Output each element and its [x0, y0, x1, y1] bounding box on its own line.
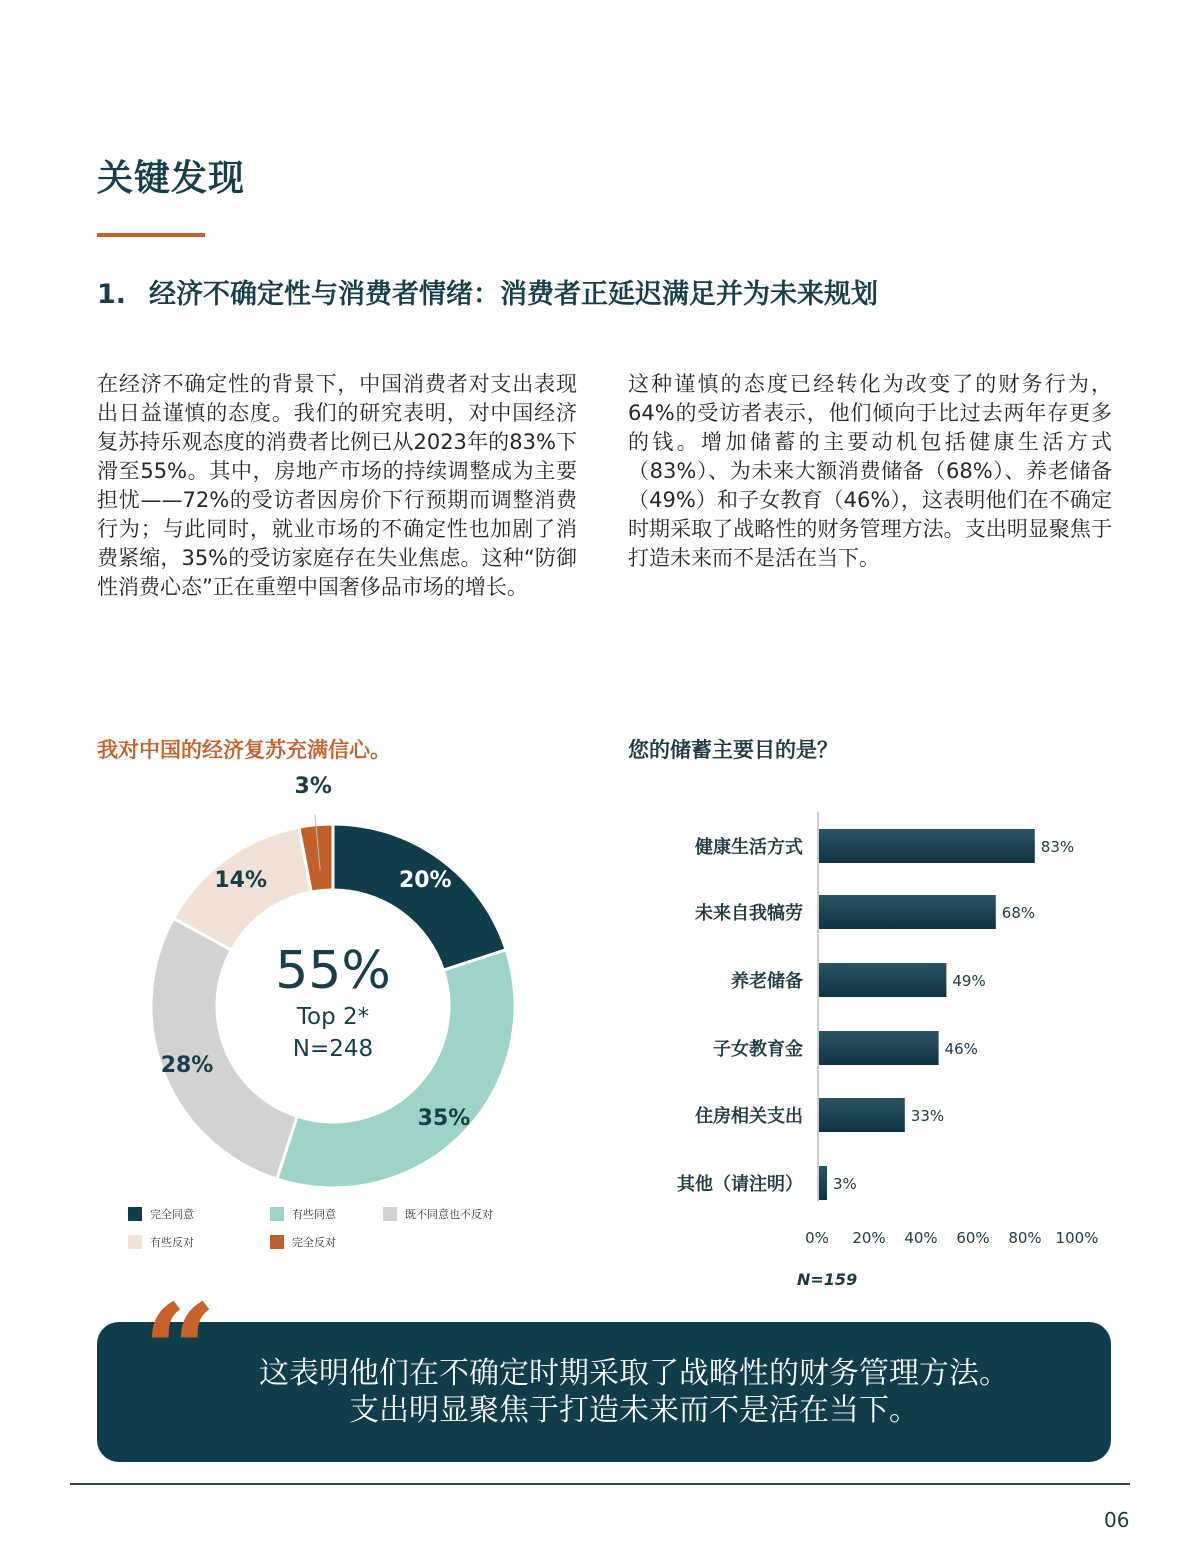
- bar: [819, 1166, 827, 1200]
- page-title: 关键发现: [97, 158, 246, 199]
- quote-mark-icon: “: [143, 1277, 217, 1427]
- bar: [819, 895, 996, 929]
- legend-label: 有些反对: [150, 1236, 194, 1249]
- bar: [819, 963, 946, 997]
- paragraph-left: 在经济不确定性的背景下，中国消费者对支出表现出日益谨慎的态度。我们的研究表明，对中国经济复苏持乐观态度的消费者比例已从2023年的83%下滑至55%。其中，房地产市场的持续调整成为主要担忧——72%的受访者因房价下行预期而调整消费行为；与此同时，就业市场的不确定性也加剧了消费紧缩，35%的受访家庭存在失业焦虑。这种“防御性消费心态”正在重塑中国奢侈品市场的增长。: [97, 372, 577, 599]
- bar-value-label: 46%: [944, 1040, 978, 1058]
- x-tick-label: 20%: [852, 1229, 886, 1247]
- donut-center-subtitle: Top 2*: [296, 1004, 370, 1030]
- bar-value-label: 49%: [952, 972, 986, 990]
- paragraph-right: 这种谨慎的态度已经转化为改变了的财务行为，64%的受访者表示，他们倾向于比过去两年存更多的钱。增加储蓄的主要动机包括健康生活方式（83%）、为未来大额消费储备（68%）、养老储备（49%）和子女教育（46%），这表明他们在不确定时期采取了战略性的财务管理方法。支出明显聚焦于打造未来而不是活在当下。: [628, 372, 1112, 570]
- x-tick-label: 80%: [1008, 1229, 1042, 1247]
- donut-slice-label: 14%: [214, 867, 268, 893]
- donut-chart-title: 我对中国的经济复苏充满信心。: [97, 738, 391, 762]
- bar-category-label: 住房相关支出: [695, 1106, 803, 1127]
- donut-slice-label: 20%: [398, 867, 452, 893]
- bar-category-label: 健康生活方式: [695, 837, 803, 858]
- bar-category-label: 子女教育金: [713, 1039, 803, 1060]
- donut-chart: [0, 0, 600, 1300]
- bar: [819, 829, 1035, 863]
- bar-category-label: 未来自我犒劳: [695, 903, 803, 924]
- legend-label: 完全反对: [292, 1236, 336, 1249]
- quote-callout: [97, 1322, 1111, 1462]
- bar-category-label: 养老储备: [731, 971, 803, 992]
- bar-category-label: 其他（请注明）: [677, 1174, 803, 1195]
- bar: [819, 1031, 939, 1065]
- bar: [819, 1098, 905, 1132]
- quote-line-1: 这表明他们在不确定时期采取了战略性的财务管理方法。: [259, 1356, 1009, 1391]
- section-title: 经济不确定性与消费者情绪：消费者正延迟满足并为未来规划: [149, 279, 878, 310]
- x-tick-label: 100%: [1055, 1229, 1099, 1247]
- legend-label: 完全同意: [150, 1208, 194, 1221]
- bar-chart-title: 您的储蓄主要目的是？: [628, 738, 838, 762]
- legend-label: 既不同意也不反对: [405, 1208, 493, 1221]
- page-number: 06: [1104, 1508, 1130, 1532]
- donut-slice-label: 3%: [294, 773, 332, 799]
- bar-chart: [600, 790, 1160, 1260]
- donut-center-value: 55%: [275, 941, 391, 1001]
- donut-slice-label: 28%: [160, 1052, 214, 1078]
- x-tick-label: 0%: [805, 1229, 829, 1247]
- bar-value-label: 83%: [1040, 838, 1075, 856]
- bar-chart-sample-size: N=159: [797, 1270, 858, 1289]
- donut-slice-label: 35%: [417, 1106, 471, 1132]
- quote-line-2: 支出明显聚焦于打造未来而不是活在当下。: [349, 1393, 919, 1428]
- bar-value-label: 68%: [1001, 904, 1036, 922]
- legend-label: 有些同意: [292, 1208, 336, 1221]
- x-tick-label: 60%: [956, 1229, 990, 1247]
- footer-rule: [70, 1483, 1130, 1485]
- donut-center-sample-size: N=248: [292, 1036, 374, 1062]
- bar-value-label: 33%: [910, 1107, 945, 1125]
- bar-value-label: 3%: [833, 1175, 857, 1193]
- section-number: 1.: [97, 279, 127, 310]
- x-tick-label: 40%: [904, 1229, 938, 1247]
